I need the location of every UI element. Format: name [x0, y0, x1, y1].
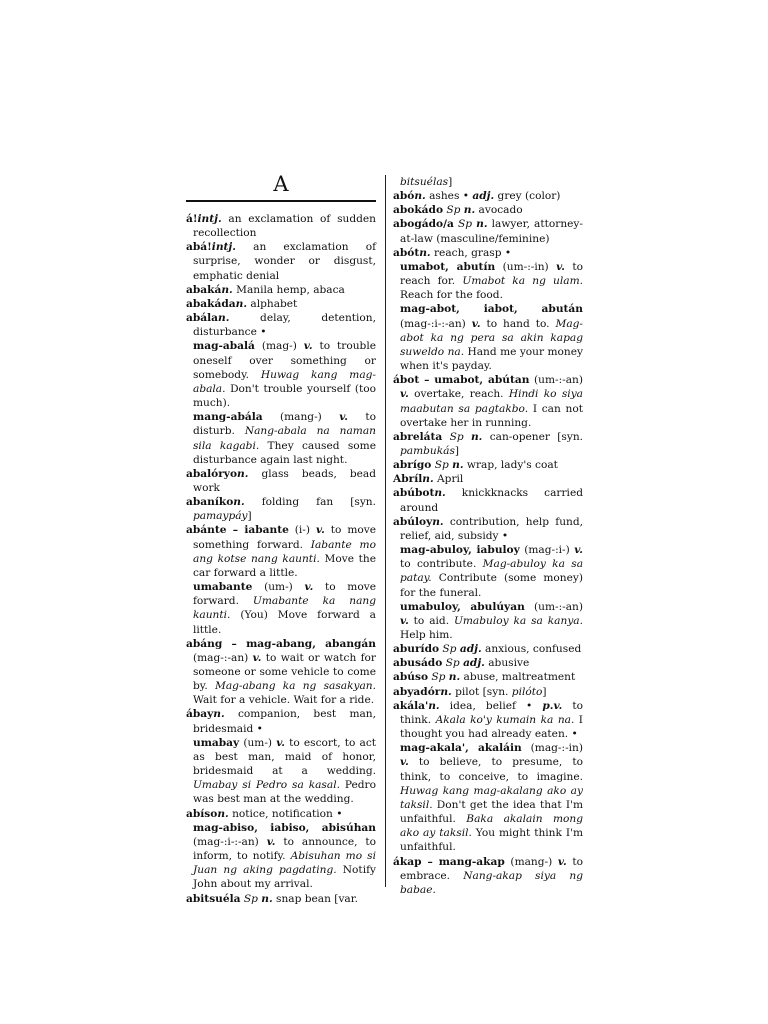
- part-of-speech: adj.: [472, 190, 495, 203]
- translation: Wait for a vehicle. Wait for a ride.: [193, 694, 375, 707]
- dictionary-entry: [393, 642, 583, 656]
- part-of-speech: n.: [218, 312, 230, 325]
- headword: abót: [393, 246, 420, 259]
- example: Huwag kang mag-akalang ako ay taksil.: [400, 784, 583, 811]
- headword: abogádo/a: [393, 218, 454, 231]
- part-of-speech: n.: [470, 430, 483, 443]
- definition: to move something forward.: [193, 524, 376, 551]
- headword: abusádo: [393, 657, 443, 670]
- definition: anxious, confused: [481, 643, 582, 656]
- part-of-speech: v.: [276, 736, 285, 749]
- dictionary-entry: [186, 707, 376, 735]
- example: pilóto: [511, 685, 543, 698]
- dictionary-entry: [186, 297, 376, 311]
- affix-pattern: (um-): [239, 736, 277, 749]
- definition: snap bean [var.: [272, 892, 359, 905]
- definition: folding fan [syn.: [244, 496, 376, 509]
- left-entries: [186, 212, 376, 906]
- translation: You might think I'm unfaithful.: [400, 827, 583, 854]
- dictionary-entry: [393, 217, 583, 245]
- part-of-speech: v.: [339, 411, 348, 424]
- dictionary-entry: [186, 523, 376, 580]
- part-of-speech: v.: [557, 855, 567, 868]
- sub-entry: [393, 600, 583, 642]
- headword: mag-akala', akaláin: [400, 742, 522, 755]
- affix-pattern: (mang-): [262, 411, 340, 424]
- part-of-speech: n.: [221, 283, 233, 296]
- example: Hindi ko siya maabutan sa pagtakbo.: [400, 388, 583, 415]
- headword: abúbot: [393, 487, 435, 500]
- headword: abaká: [186, 283, 222, 296]
- headword: abrígo: [393, 459, 432, 472]
- headword: Abríl: [393, 473, 423, 486]
- part-of-speech: v.: [400, 388, 409, 401]
- right-column: [393, 175, 583, 897]
- translation: Don't get the idea that I'm unfaithful.: [400, 798, 583, 826]
- headword: umabot, abutín: [400, 260, 496, 273]
- sub-entry: [393, 741, 583, 854]
- affix-pattern: (mag-:-an): [193, 651, 253, 664]
- part-of-speech: n.: [428, 699, 440, 712]
- headword: abreláta: [393, 430, 443, 443]
- translation: Reach for the food.: [400, 289, 503, 302]
- definition: an exclamation of surprise, wonder or disgust, emphatic denial: [193, 241, 376, 282]
- affix-pattern: (mag-:i-): [519, 544, 575, 557]
- example: pambukás: [400, 444, 455, 457]
- origin-label: Sp: [240, 892, 262, 905]
- part-of-speech: v.: [471, 317, 481, 330]
- definition: reach, grasp •: [430, 246, 512, 259]
- definition: lawyer, attorney-at-law (masculine/feminine): [400, 218, 583, 245]
- definition: wrap, lady's coat: [463, 459, 558, 472]
- dictionary-entry: [393, 656, 583, 670]
- definition: to announce, to inform, to notify.: [193, 835, 376, 863]
- headword: abyadór: [393, 685, 441, 698]
- part-of-speech: v.: [315, 524, 325, 537]
- headword: umabante: [193, 581, 253, 594]
- example: Mag-abang ka ng sasakyan.: [214, 680, 376, 693]
- definition: pilot [syn.: [451, 685, 512, 698]
- right-entries: [393, 175, 583, 897]
- definition: overtake, reach.: [408, 388, 509, 401]
- definition: delay, detention, disturbance •: [193, 312, 376, 339]
- definition: avocado: [475, 204, 523, 217]
- translation: ]: [542, 685, 547, 698]
- definition: can-opener [syn.: [482, 430, 584, 443]
- translation: Contribute (some money) for the funeral.: [400, 572, 583, 599]
- example: Iabante mo ang kotse nang kaunti.: [193, 538, 376, 565]
- dictionary-entry: [393, 855, 583, 897]
- definition: to escort, to act as best man, maid of honor, bridesmaid at a wedding.: [193, 736, 377, 778]
- translation: to think.: [400, 699, 583, 726]
- definition: companion, best man, bridesmaid •: [193, 708, 376, 735]
- origin-label: Sp: [431, 459, 453, 472]
- definition: contribution, help fund, relief, aid, subsidy •: [400, 515, 583, 542]
- definition: to reach for.: [400, 260, 583, 288]
- dictionary-entry: [186, 283, 376, 297]
- definition: abuse, maltreatment: [460, 671, 576, 684]
- headword: ákap – mang-akap: [393, 855, 505, 868]
- example: Abisuhan mo si Juan ng aking pagdating.: [193, 850, 376, 877]
- dictionary-entry: [186, 240, 376, 282]
- headword: abánte – iabante: [186, 524, 289, 537]
- definition: to contribute.: [400, 558, 483, 571]
- translation: Notify John about my arrival.: [193, 864, 376, 891]
- dictionary-entry: [393, 458, 583, 472]
- part-of-speech: n.: [432, 515, 444, 528]
- dictionary-entry: [393, 246, 583, 260]
- part-of-speech: n.: [213, 708, 225, 721]
- headword: mag-abalá: [193, 340, 255, 353]
- dictionary-entry: [393, 189, 583, 203]
- headword: á!: [186, 213, 198, 225]
- affix-pattern: (mang-): [504, 855, 558, 868]
- headword: aburído: [393, 643, 440, 656]
- headword: abá!: [186, 241, 212, 254]
- dictionary-entry: [186, 212, 376, 240]
- origin-label: Sp: [428, 671, 449, 684]
- part-of-speech: n.: [463, 204, 476, 217]
- definition: to wait or watch for someone or some vehicle to come by.: [193, 651, 376, 693]
- example: Baka akalain mong ako ay taksil.: [400, 813, 583, 840]
- part-of-speech: n.: [261, 892, 273, 905]
- headword: abó: [393, 190, 415, 203]
- origin-label: Sp: [442, 657, 464, 670]
- translation: ]: [247, 510, 252, 523]
- part-of-speech: n.: [233, 496, 245, 509]
- part-of-speech: n.: [419, 246, 431, 259]
- part-of-speech: v.: [574, 544, 583, 557]
- definition: to move forward.: [193, 581, 376, 608]
- part-of-speech: v.: [400, 614, 409, 627]
- translation: grey (color): [494, 190, 561, 203]
- column-divider: [385, 175, 386, 887]
- headword: mang-abála: [193, 411, 263, 424]
- part-of-speech: n.: [452, 459, 464, 472]
- part-of-speech: n.: [217, 807, 229, 820]
- sub-entry: [186, 410, 376, 467]
- definition: to hand to.: [480, 317, 556, 330]
- dictionary-entry: [393, 685, 583, 699]
- part-of-speech: intj.: [197, 213, 222, 225]
- part-of-speech: n.: [237, 467, 249, 480]
- dictionary-entry: [393, 670, 583, 684]
- definition: idea, belief •: [439, 699, 543, 712]
- translation: ]: [454, 444, 460, 457]
- translation: They caused some disturbance again last night.: [193, 439, 376, 466]
- affix-pattern: (i-): [288, 524, 316, 537]
- part-of-speech: n.: [448, 671, 461, 684]
- part-of-speech: n.: [440, 685, 452, 698]
- translation: Hand me your money when it's payday.: [400, 345, 583, 373]
- origin-label: Sp: [442, 430, 471, 443]
- example: Umabante ka nang kaunti.: [193, 595, 377, 622]
- headword: umabuloy, abulúyan: [400, 600, 525, 613]
- headword: abúso: [393, 671, 429, 684]
- sub-entry: [186, 580, 376, 637]
- dictionary-entry: [393, 699, 583, 741]
- example: Nang-abala na naman sila kagabi.: [193, 425, 376, 452]
- sub-entry: [393, 302, 583, 373]
- part-of-speech: n.: [476, 218, 488, 231]
- definition: to aid.: [408, 614, 454, 627]
- definition: glass beads, bead work: [193, 467, 376, 494]
- headword: umabay: [193, 736, 240, 749]
- part-of-speech: n.: [414, 190, 426, 203]
- left-column: [186, 172, 377, 906]
- example: Umabay si Pedro sa kasal.: [193, 779, 340, 792]
- translation: Don't trouble yourself (too much).: [193, 382, 376, 410]
- definition: an exclamation of sudden recollection: [193, 213, 376, 240]
- translation: Pedro was best man at the wedding.: [193, 779, 376, 806]
- dictionary-entry: [393, 486, 583, 514]
- part-of-speech: n.: [235, 297, 248, 310]
- headword: abála: [186, 312, 219, 325]
- affix-pattern: (um-:-an): [524, 600, 584, 613]
- part-of-speech: v.: [303, 340, 313, 353]
- part-of-speech: n.: [422, 473, 434, 486]
- dictionary-entry: [186, 495, 376, 523]
- headword: abitsuéla: [186, 892, 241, 905]
- part-of-speech: p.v.: [542, 699, 563, 712]
- section-rule: [186, 200, 376, 202]
- example: Nang-akap siya ng babae.: [400, 869, 583, 896]
- part-of-speech: adj.: [463, 657, 485, 670]
- dictionary-entry: [186, 467, 376, 495]
- definition: ashes •: [425, 190, 473, 203]
- definition: to embrace.: [400, 855, 583, 882]
- definition: abusive: [484, 657, 530, 670]
- dictionary-entry: [393, 472, 583, 486]
- dictionary-entry: [393, 175, 583, 189]
- section-letter: A: [273, 172, 289, 196]
- part-of-speech: v.: [556, 260, 565, 273]
- dictionary-entry: [393, 373, 583, 430]
- example: Akala ko'y kumain ka na.: [435, 713, 575, 726]
- headword: mag-abot, iabot, abután: [400, 303, 583, 316]
- example: Mag-abuloy ka sa patay.: [400, 558, 584, 585]
- headword: akála': [393, 699, 429, 712]
- definition: to trouble oneself over something or somebody.: [193, 340, 376, 381]
- headword: abakáda: [186, 297, 236, 310]
- dictionary-entry: [186, 892, 376, 906]
- origin-label: Sp: [439, 643, 460, 656]
- sub-entry: [186, 821, 376, 892]
- affix-pattern: (mag-:-in): [521, 742, 584, 755]
- example: bitsuélas: [400, 176, 449, 188]
- headword: abáng – mag-abang, abangán: [186, 637, 376, 650]
- dictionary-entry: [393, 430, 583, 458]
- headword: abokádo: [393, 204, 444, 217]
- example: Huwag kang mag-abala.: [193, 368, 376, 395]
- translation: Move the car forward a little.: [193, 552, 376, 579]
- headword: ábay: [186, 708, 214, 721]
- translation: I can not overtake her in running.: [400, 402, 583, 429]
- definition: Manila hemp, abaca: [232, 283, 345, 296]
- affix-pattern: (mag-): [254, 340, 304, 353]
- sub-entry: [186, 339, 376, 410]
- definition: alphabet: [247, 297, 298, 310]
- dictionary-entry: [186, 807, 376, 821]
- definition: to disturb.: [193, 411, 376, 438]
- headword: abaníko: [186, 496, 234, 509]
- translation: Help him.: [400, 629, 453, 641]
- affix-pattern: (um-:-an): [529, 374, 583, 387]
- affix-pattern: (mag-:i-:-an): [400, 317, 472, 330]
- part-of-speech: v.: [400, 756, 409, 769]
- part-of-speech: v.: [252, 651, 262, 664]
- affix-pattern: (um-): [252, 581, 305, 594]
- headword: abalóryo: [186, 467, 238, 480]
- part-of-speech: adj.: [459, 643, 482, 656]
- headword: abíso: [186, 807, 218, 820]
- sub-entry: [393, 260, 583, 302]
- dictionary-entry: [186, 637, 376, 708]
- definition: to believe, to presume, to think, to conceive, to imagine.: [400, 756, 583, 783]
- affix-pattern: (um-:-in): [495, 260, 557, 273]
- definition: knickknacks carried around: [400, 487, 583, 514]
- headword: mag-abiso, iabiso, abisúhan: [193, 821, 376, 834]
- sub-entry: [186, 736, 376, 807]
- example: Umabuloy ka sa kanya.: [453, 614, 583, 627]
- example: pamaypáy: [193, 510, 248, 523]
- headword: abúloy: [393, 515, 433, 528]
- translation: (You) Move forward a little.: [193, 609, 376, 636]
- translation: I thought you had already eaten. •: [400, 713, 583, 741]
- affix-pattern: (mag-:i-:-an): [193, 835, 267, 848]
- dictionary-entry: [393, 515, 583, 543]
- dictionary-entry: [393, 203, 583, 217]
- part-of-speech: n.: [434, 487, 446, 500]
- part-of-speech: v.: [266, 835, 276, 848]
- translation: ]: [448, 176, 453, 188]
- origin-label: Sp: [453, 218, 477, 231]
- headword: mag-abuloy, iabuloy: [400, 544, 520, 557]
- definition: notice, notification •: [228, 807, 343, 820]
- example: Umabot ka ng ulam.: [462, 275, 583, 288]
- headword: ábot – umabot, abútan: [393, 374, 530, 387]
- example: Mag-abot ka ng pera sa akin kapag suweldo na.: [400, 317, 583, 358]
- definition: April: [433, 473, 464, 486]
- part-of-speech: intj.: [211, 241, 236, 254]
- sub-entry: [393, 543, 583, 600]
- origin-label: Sp: [443, 204, 464, 217]
- part-of-speech: v.: [304, 581, 314, 594]
- dictionary-entry: [186, 311, 376, 339]
